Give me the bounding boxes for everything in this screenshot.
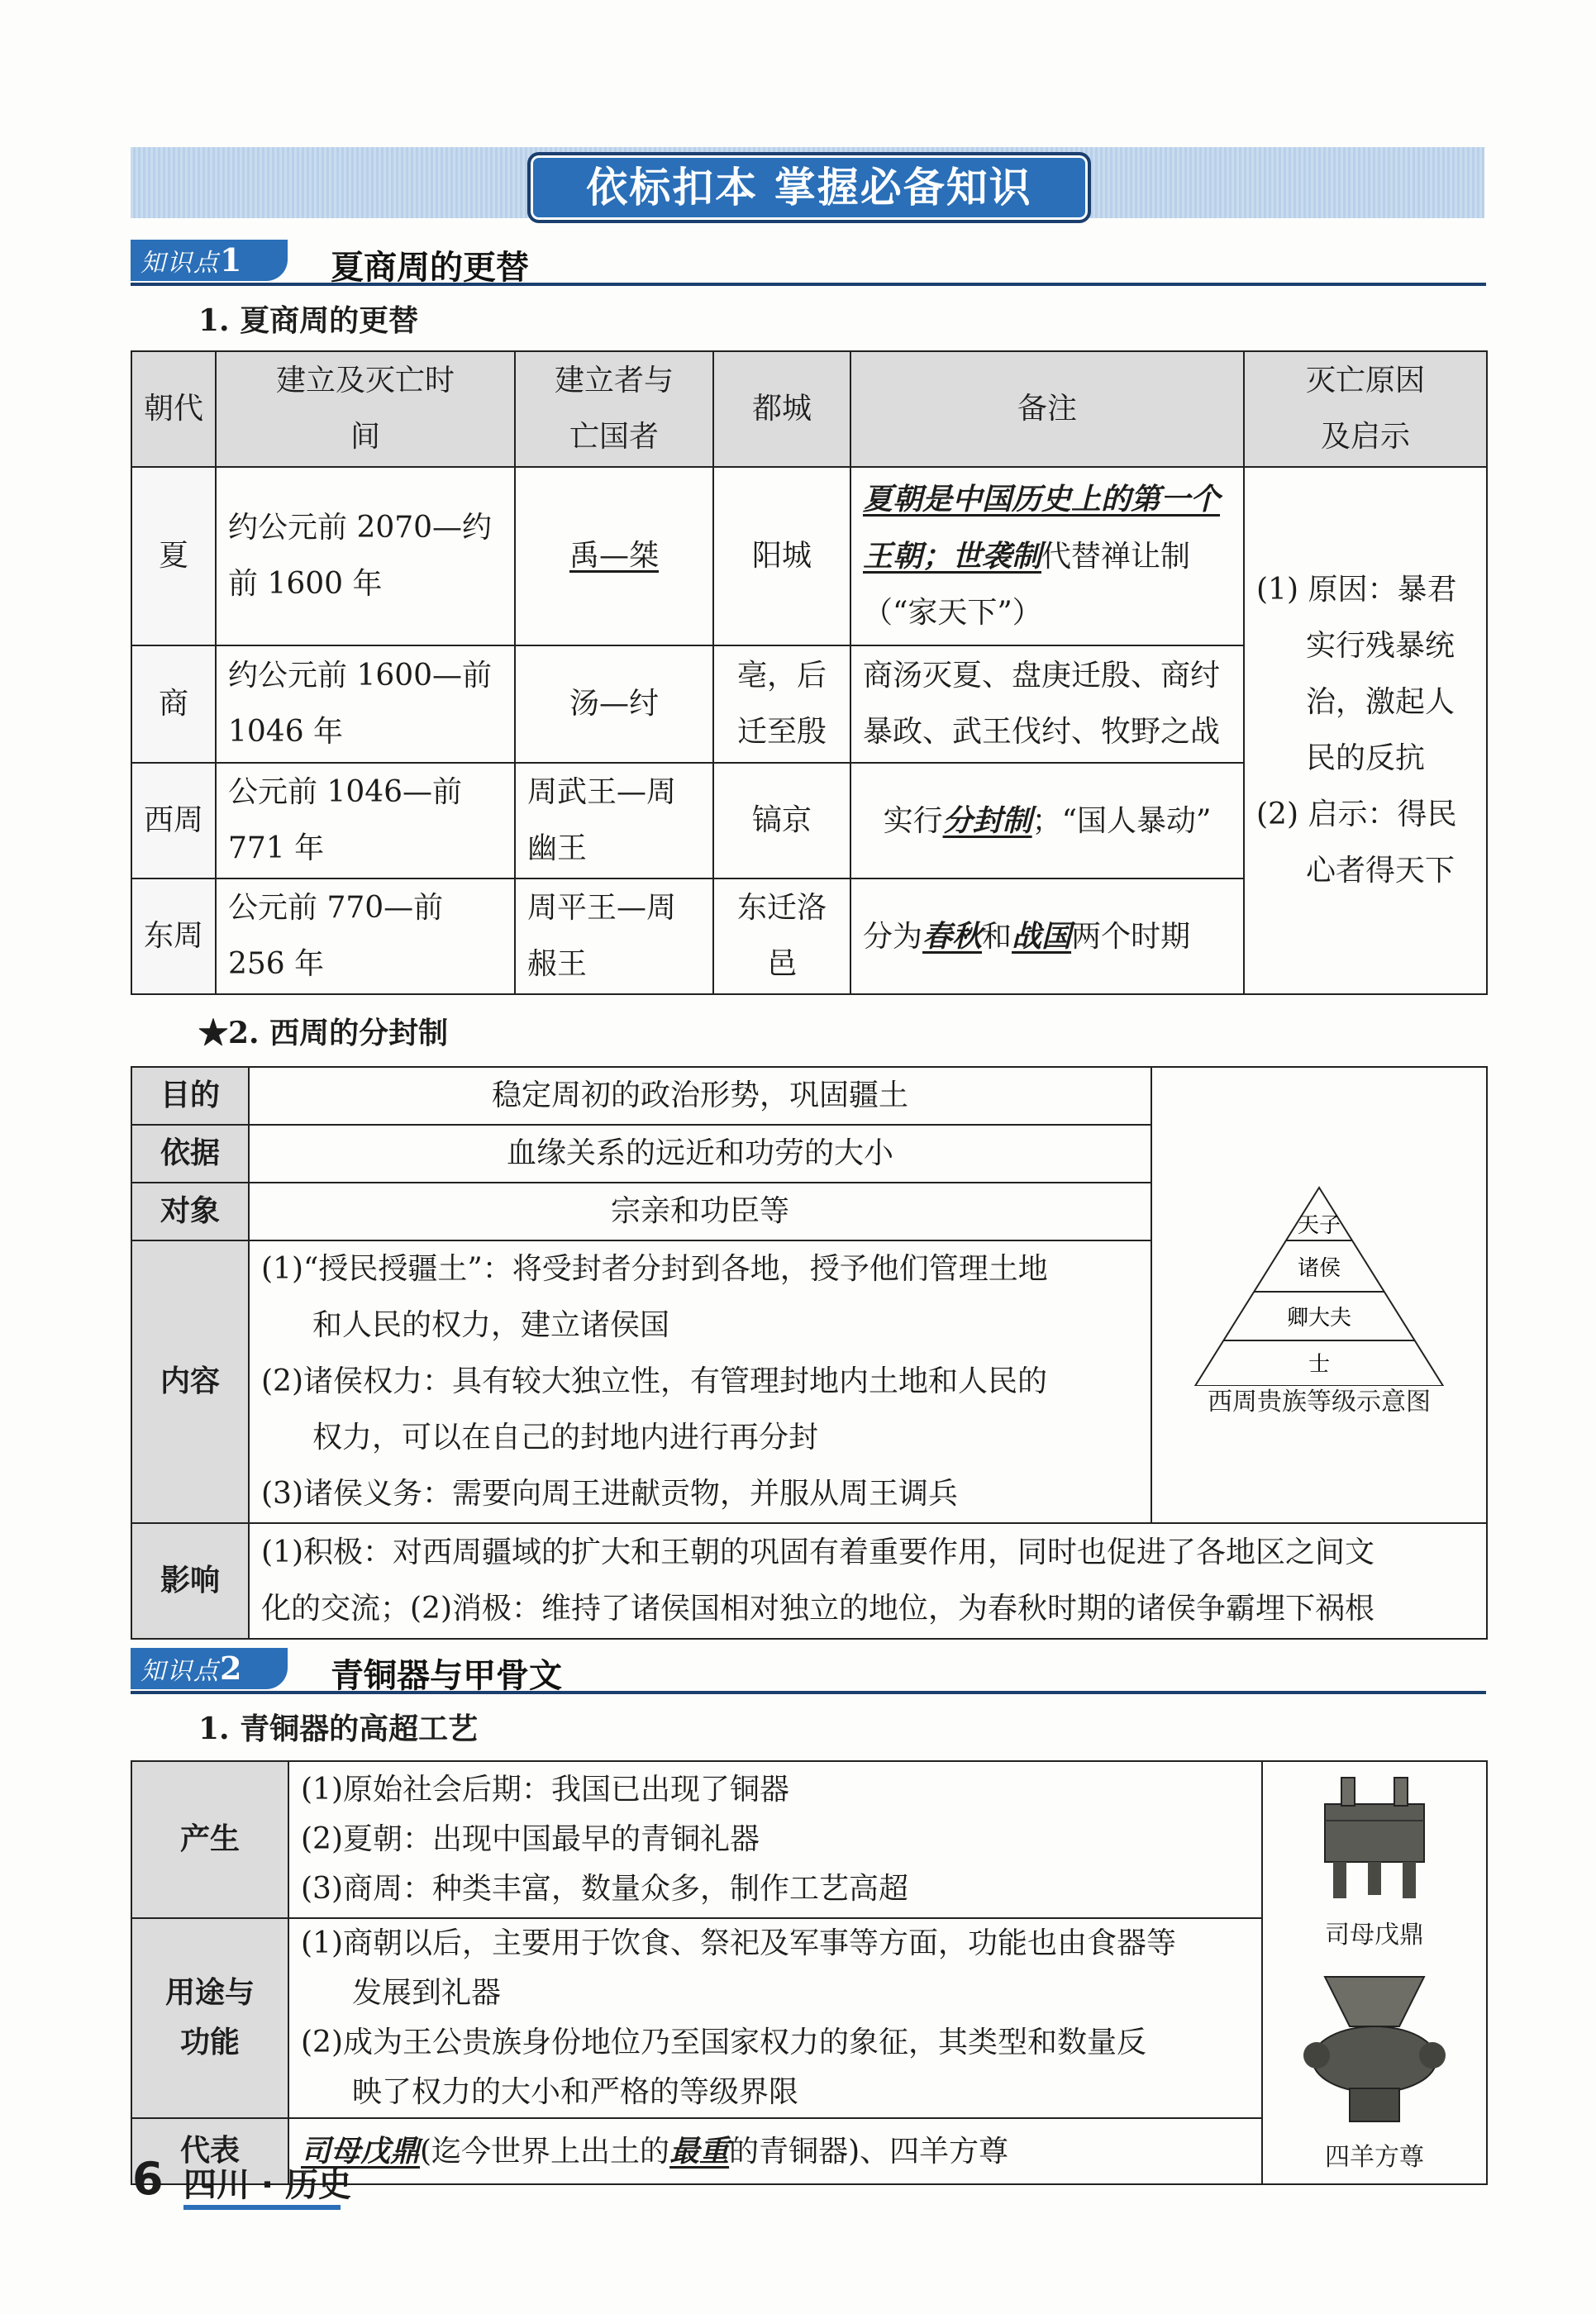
footer-underline (183, 2205, 341, 2210)
dynasty-table (131, 350, 1488, 995)
influence-label: 影响 (131, 1523, 249, 1639)
influence-1: (1)积极：对西周疆域的扩大和王朝的巩固有着重要作用，同时也促进了各地区之间文 (261, 1536, 1374, 1569)
row-shang-capital: 亳，后迁至殷 (713, 645, 850, 763)
row-xia-note (850, 467, 1244, 645)
origin-value (288, 1761, 1262, 1918)
kp1-sub1: 1. 夏商周的更替 (198, 303, 419, 338)
kp1-heading (131, 240, 1486, 286)
kp1-badge-num: 1 (220, 241, 244, 279)
use-label-2: 功能 (179, 2026, 240, 2059)
purpose-value: 稳定周初的政治形势，巩固疆土 (249, 1067, 1151, 1125)
pyramid-level-qingdafu: 卿大夫 (1286, 1306, 1352, 1331)
rep-simuwu: 司母戊鼎 (301, 2133, 421, 2169)
row-xizhou-capital: 镐京 (713, 763, 850, 878)
dongzhou-note-chunqiu: 春秋 (922, 918, 983, 954)
page-number: 6 (132, 2153, 164, 2205)
simuwu-ding-image (1300, 1771, 1449, 1903)
header-dynasty: 朝代 (131, 351, 216, 467)
reason-1: (1) 原因：暴君 (1256, 573, 1457, 607)
use-2a: (2)成为王公贵族身份地位乃至国家权力的象征，其类型和数量反 (301, 2026, 1146, 2059)
reason-1c: 治，激起人 (1306, 685, 1455, 719)
kp2-heading (131, 1648, 1486, 1694)
table-row (131, 1761, 1487, 1918)
fenfeng-table (131, 1066, 1488, 1640)
artifact-cell (1262, 1761, 1487, 2184)
xizhou-note-pre: 实行 (883, 803, 943, 838)
bronze-table (131, 1760, 1488, 2185)
header-note: 备注 (850, 351, 1244, 467)
dongzhou-note-post: 两个时期 (1071, 919, 1191, 954)
table-header-row (131, 351, 1487, 467)
origin-2: (2)夏朝：出现中国最早的青铜礼器 (301, 1822, 760, 1856)
kp1-badge (131, 240, 288, 281)
xizhou-note-post: ；“国人暴动” (1031, 803, 1212, 838)
dongzhou-note-mid: 和 (982, 919, 1012, 954)
header-reason: 灭亡原因及启示 (1244, 351, 1487, 467)
kp1-title: 夏商周的更替 (331, 249, 529, 287)
rep-value (288, 2118, 1262, 2184)
use-label-1: 用途与 (164, 1976, 255, 2010)
xia-note-rest: 代替禅让制（“家天下”） (863, 540, 1191, 630)
basis-label: 依据 (131, 1125, 249, 1183)
row-dongzhou-note (850, 878, 1244, 994)
use-value (288, 1918, 1262, 2118)
banner-title: 依标扣本 掌握必备知识 (527, 152, 1091, 223)
pyramid-level-tianzi: 天子 (1297, 1213, 1341, 1238)
row-xizhou-note (850, 763, 1244, 878)
row-dongzhou-founder: 周平王—周赧王 (515, 878, 713, 994)
row-xia-capital: 阳城 (713, 467, 850, 645)
row-shang-dynasty: 商 (131, 645, 216, 763)
table-row (131, 1067, 1487, 1125)
kp2-title: 青铜器与甲骨文 (331, 1657, 562, 1695)
row-xia-time: 约公元前 2070—约前 1600 年 (216, 467, 515, 645)
row-dongzhou-dynasty: 东周 (131, 878, 216, 994)
content-2b: 权力，可以在自己的封地内进行再分封 (312, 1421, 819, 1455)
row-dongzhou-capital: 东迁洛邑 (713, 878, 850, 994)
content-1a: (1)“授民授疆土”：将受封者分封到各地，授予他们管理土地 (261, 1252, 1048, 1286)
row-xia-founder: 禹—桀 (515, 467, 713, 645)
row-xizhou-founder: 周武王—周幽王 (515, 763, 713, 878)
rep-heaviest: 最重 (669, 2133, 730, 2169)
siyang-fangzun-image (1292, 1969, 1457, 2126)
reason-1b: 实行残暴统 (1306, 629, 1455, 663)
row-shang-founder: 汤—纣 (515, 645, 713, 763)
pyramid-cell (1151, 1067, 1487, 1523)
footer-text: 四川 · 历史 (183, 2166, 352, 2204)
header-capital: 都城 (713, 351, 850, 467)
xizhou-note-emph: 分封制 (942, 802, 1032, 838)
origin-label: 产生 (131, 1761, 288, 1918)
purpose-label: 目的 (131, 1067, 249, 1125)
content-2a: (2)诸侯权力：具有较大独立性，有管理封地内土地和人民的 (261, 1364, 1047, 1398)
header-time: 建立及灭亡时间 (216, 351, 515, 467)
kp2-divider (131, 1691, 1486, 1694)
kp2-badge (131, 1648, 288, 1689)
pyramid-caption: 西周贵族等级示意图 (1208, 1388, 1431, 1416)
influence-value (249, 1523, 1487, 1639)
use-label (131, 1918, 288, 2118)
pyramid-level-zhuhou: 诸侯 (1297, 1256, 1341, 1281)
pyramid-diagram (1179, 1171, 1460, 1386)
row-dongzhou-time: 公元前 770—前 256 年 (216, 878, 515, 994)
influence-2: 化的交流；(2)消极：维持了诸侯国相对独立的地位，为春秋时期的诸侯争霸埋下祸根 (261, 1592, 1374, 1626)
reason-2: (2) 启示：得民 (1256, 798, 1457, 831)
siyang-fangzun-caption: 四羊方尊 (1325, 2143, 1424, 2172)
dongzhou-note-pre: 分为 (863, 919, 923, 954)
basis-value: 血缘关系的远近和功劳的大小 (249, 1125, 1151, 1183)
origin-3: (3)商周：种类丰富，数量众多，制作工艺高超 (301, 1872, 908, 1906)
use-1b: 发展到礼器 (352, 1976, 502, 2010)
content-value (249, 1240, 1151, 1523)
row-xia-dynasty: 夏 (131, 467, 216, 645)
row-xizhou-dynasty: 西周 (131, 763, 216, 878)
header-founder: 建立者与亡国者 (515, 351, 713, 467)
content-1b: 和人民的权力，建立诸侯国 (312, 1308, 670, 1342)
reason-1d: 民的反抗 (1306, 741, 1426, 775)
content-label: 内容 (131, 1240, 249, 1523)
pyramid-level-shi: 士 (1308, 1352, 1331, 1377)
use-1a: (1)商朝以后，主要用于饮食、祭祀及军事等方面，功能也由食器等 (301, 1926, 1176, 1960)
rep-label: 代表 (131, 2118, 288, 2184)
dongzhou-note-zhanguo: 战国 (1012, 918, 1072, 954)
use-2b: 映了权力的大小和严格的等级界限 (352, 2075, 799, 2109)
target-value: 宗亲和功臣等 (249, 1183, 1151, 1240)
row-shang-time: 约公元前 1600—前 1046 年 (216, 645, 515, 763)
rep-mid2: 的青铜器)、四羊方尊 (729, 2134, 1009, 2169)
kp1-badge-text: 知识点 (141, 249, 220, 278)
row-shang-note: 商汤灭夏、盘庚迁殷、商纣暴政、武王伐纣、牧野之战 (850, 645, 1244, 763)
xia-note-emph: 夏朝是中国历史上的第一个王朝；世袭制 (863, 482, 1221, 574)
table-row (131, 1523, 1487, 1639)
reason-2b: 心者得天下 (1306, 854, 1455, 888)
kp2-badge-text: 知识点 (141, 1657, 220, 1686)
kp1-sub2: ★2. 西周的分封制 (198, 1016, 449, 1050)
kp1-divider (131, 283, 1486, 286)
target-label: 对象 (131, 1183, 249, 1240)
table-row (131, 467, 1487, 645)
row-xizhou-time: 公元前 1046—前 771 年 (216, 763, 515, 878)
origin-1: (1)原始社会后期：我国已出现了铜器 (301, 1773, 789, 1807)
kp2-sub1: 1. 青铜器的高超工艺 (198, 1712, 479, 1746)
rep-mid1: (迄今世界上出土的 (420, 2134, 670, 2169)
kp2-badge-num: 2 (220, 1650, 244, 1687)
simuwu-ding-caption: 司母戊鼎 (1325, 1921, 1424, 1950)
content-3: (3)诸侯义务：需要向周王进献贡物，并服从周王调兵 (261, 1477, 958, 1511)
reason-cell (1244, 467, 1487, 994)
